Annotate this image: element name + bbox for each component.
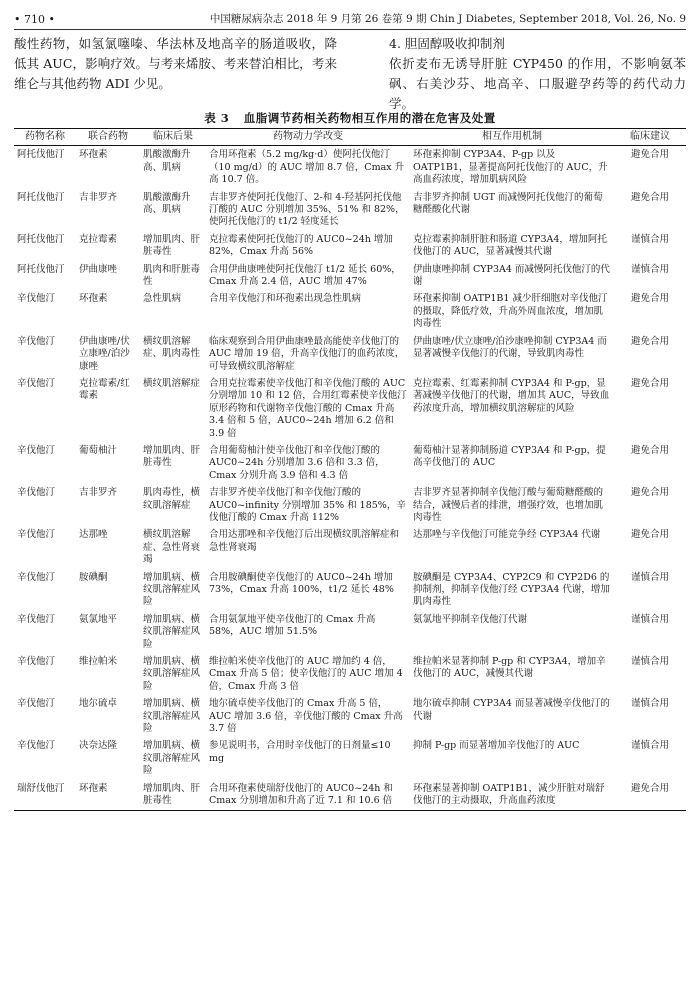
drug-name-cell: 阿托伐他汀 bbox=[17, 149, 65, 161]
table-row bbox=[14, 484, 686, 526]
recommendation-cell: 谨慎合用 bbox=[630, 233, 669, 245]
combined-drug-cell: 决奈达隆 bbox=[79, 740, 118, 752]
mechanism-cell: 环孢素抑制 CYP3A4、P-gp 以及 OATP1B1，显著提高阿托伐他汀的 AUC，升高血药浓度，增加肌病风险 bbox=[413, 149, 608, 186]
mechanism-cell: 克拉霉素、红霉素抑制 CYP3A4 和 P-gp，显著减慢辛伐他汀的代谢，增加其 AUC，导致血药浓度升高，增加横纹肌溶解症的风险 bbox=[413, 377, 610, 414]
table-title: 血脂调节药相关药物相互作用的潜在危害及处置 bbox=[243, 111, 496, 125]
table-row bbox=[14, 695, 686, 737]
running-header bbox=[14, 4, 686, 30]
drug-name-cell: 阿托伐他汀 bbox=[17, 233, 65, 245]
table-body bbox=[14, 146, 686, 810]
journal-citation: 中国糖尿病杂志 2018 年 9 月第 26 卷第 9 期 Chin J Diabetes, September 2018, Vol. 26, No. 9 bbox=[209, 13, 686, 25]
drug-name-cell: 辛伐他汀 bbox=[17, 613, 56, 625]
clinical-consequence-cell: 增加肌肉、肝脏毒性 bbox=[143, 782, 201, 807]
combined-drug-cell: 达那唑 bbox=[79, 529, 108, 541]
recommendation-cell: 避免合用 bbox=[630, 149, 669, 161]
drug-name-cell: 辛伐他汀 bbox=[17, 487, 56, 499]
interaction-table bbox=[14, 128, 686, 811]
table-row bbox=[14, 737, 686, 779]
combined-drug-cell: 伊曲康唑/伏立康唑/泊沙康唑 bbox=[79, 335, 130, 372]
recommendation-cell: 避免合用 bbox=[630, 377, 669, 389]
pharmacokinetics-cell: 合用葡萄柚汁使辛伐他汀和辛伐他汀酸的 AUC0~24h 分别增加 3.6 倍和 3.3 倍，Cmax 分别升高 3.9 倍和 4.3 倍 bbox=[209, 444, 385, 481]
combined-drug-cell: 胺碘酮 bbox=[79, 571, 108, 583]
drug-name-cell: 瑞舒伐他汀 bbox=[17, 782, 65, 794]
table-row bbox=[14, 231, 686, 261]
clinical-consequence-cell: 增加肌肉、肝脏毒性 bbox=[143, 233, 201, 258]
clinical-consequence-cell: 横纹肌溶解症、肌肉毒性 bbox=[143, 335, 201, 360]
recommendation-cell: 避免合用 bbox=[630, 335, 669, 347]
table-caption bbox=[0, 110, 700, 126]
intro-left-column bbox=[14, 34, 337, 100]
section-heading: 4. 胆固醇吸收抑制剂 bbox=[389, 36, 505, 51]
combined-drug-cell: 葡萄柚汁 bbox=[79, 444, 118, 456]
recommendation-cell: 谨慎合用 bbox=[630, 740, 669, 752]
table-row bbox=[14, 611, 686, 653]
drug-name-cell: 辛伐他汀 bbox=[17, 740, 56, 752]
pharmacokinetics-cell: 合用环孢素使瑞舒伐他汀的 AUC0~24h 和 Cmax 分别增加和升高了近 7.1 和 10.6 倍 bbox=[209, 782, 393, 807]
mechanism-cell: 环孢素抑制 OATP1B1 减少肝细胞对辛伐他汀的摄取，降低疗效，升高外周血浓度，增加肌肉毒性 bbox=[413, 293, 608, 330]
combined-drug-cell: 氨氯地平 bbox=[79, 613, 118, 625]
recommendation-cell: 谨慎合用 bbox=[630, 656, 669, 668]
table-row bbox=[14, 333, 686, 375]
mechanism-cell: 伊曲康唑抑制 CYP3A4 而减慢阿托伐他汀的代谢 bbox=[413, 263, 610, 288]
pharmacokinetics-cell: 合用辛伐他汀和环孢素出现急性肌病 bbox=[209, 293, 362, 305]
mechanism-cell: 克拉霉素抑制肝脏和肠道 CYP3A4，增加阿托伐他汀的 AUC，显著减慢其代谢 bbox=[413, 233, 607, 258]
table-row bbox=[14, 290, 686, 332]
clinical-consequence-cell: 肌肉和肝脏毒性 bbox=[143, 263, 201, 288]
clinical-consequence-cell: 增加肌病、横纹肌溶解症风险 bbox=[143, 656, 201, 692]
recommendation-cell: 避免合用 bbox=[630, 529, 669, 541]
pharmacokinetics-cell: 地尔硫卓使辛伐他汀的 Cmax 升高 5 倍，AUC 增加 3.6 倍，辛伐他汀酸的 Cmax 升高 3.7 倍 bbox=[209, 698, 403, 735]
combined-drug-cell: 环孢素 bbox=[79, 293, 108, 305]
intro-right-column bbox=[363, 34, 686, 111]
clinical-consequence-cell: 急性肌病 bbox=[143, 293, 182, 305]
combined-drug-cell: 地尔硫卓 bbox=[79, 698, 118, 710]
column-header: 临床建议 bbox=[614, 129, 686, 146]
table-label: 表 3 bbox=[204, 111, 230, 125]
clinical-consequence-cell: 肌酸激酶升高、肌病 bbox=[143, 149, 191, 173]
mechanism-cell: 地尔硫卓抑制 CYP3A4 而显著减慢辛伐他汀的代谢 bbox=[413, 698, 610, 722]
drug-name-cell: 辛伐他汀 bbox=[17, 571, 56, 583]
clinical-consequence-cell: 增加肌肉、肝脏毒性 bbox=[143, 444, 201, 469]
mechanism-cell: 葡萄柚汁显著抑制肠道 CYP3A4 和 P-gp，提高辛伐他汀的 AUC bbox=[413, 444, 606, 469]
pharmacokinetics-cell: 合用氨氯地平使辛伐他汀的 Cmax 升高 58%，AUC 增加 51.5% bbox=[209, 613, 376, 638]
intro-text bbox=[14, 34, 686, 111]
drug-name-cell: 辛伐他汀 bbox=[17, 293, 56, 305]
drug-name-cell: 阿托伐他汀 bbox=[17, 263, 65, 275]
recommendation-cell: 避免合用 bbox=[630, 191, 669, 203]
column-header: 药物动力学改变 bbox=[206, 129, 410, 146]
pharmacokinetics-cell: 临床观察到合用伊曲康唑最高能使辛伐他汀的 AUC 增加 19 倍，升高辛伐他汀的血药浓度，可导致横纹肌溶解症 bbox=[209, 335, 405, 372]
pharmacokinetics-cell: 吉非罗齐使辛伐他汀和辛伐他汀酸的 AUC0~infinity 分别增加 35% 和 185%，辛伐他汀酸的 Cmax 升高 112% bbox=[209, 487, 406, 523]
combined-drug-cell: 环孢素 bbox=[79, 149, 108, 161]
drug-name-cell: 辛伐他汀 bbox=[17, 529, 56, 541]
pharmacokinetics-cell: 合用伊曲康唑使阿托伐他汀 t1/2 延长 60%，Cmax 升高 2.4 倍，AUC 增加 47% bbox=[209, 263, 401, 288]
table-header-row bbox=[14, 129, 686, 146]
mechanism-cell: 抑制 P-gp 而显著增加辛伐他汀的 AUC bbox=[413, 740, 580, 752]
table-row bbox=[14, 780, 686, 810]
mechanism-cell: 环孢素显著抑制 OATP1B1，减少肝脏对瑞舒伐他汀的主动摄取，升高血药浓度 bbox=[413, 782, 605, 807]
pharmacokinetics-cell: 克拉霉素使阿托伐他汀的 AUC0~24h 增加 82%，Cmax 升高 56% bbox=[209, 233, 393, 258]
pharmacokinetics-cell: 合用克拉霉素使辛伐他汀和辛伐他汀酸的 AUC 分别增加 10 和 12 倍，合用红霉素使辛伐他汀原形药物和代谢物辛伐他汀酸的 Cmax 升高 3.4 倍和 5 倍，AUC0~24h 增加 6.2 倍和 3.9 倍 bbox=[209, 377, 407, 439]
combined-drug-cell: 克拉霉素/红霉素 bbox=[79, 377, 130, 402]
column-header: 联合药物 bbox=[76, 129, 140, 146]
recommendation-cell: 谨慎合用 bbox=[630, 571, 669, 583]
recommendation-cell: 避免合用 bbox=[630, 293, 669, 305]
intro-left-paragraph: 酸性药物，如氢氯噻嗪、华法林及地高辛的肠道吸收，降低其 AUC，影响疗效。与考来烯胺、考来替泊相比，考来维仑与其他药物 ADI 少见。 bbox=[14, 36, 337, 91]
mechanism-cell: 达那唑与辛伐他汀可能竞争经 CYP3A4 代谢 bbox=[413, 529, 601, 541]
clinical-consequence-cell: 增加肌病、横纹肌溶解症风险 bbox=[143, 571, 201, 608]
pharmacokinetics-cell: 维拉帕米使辛伐他汀的 AUC 增加约 4 倍，Cmax 升高 5 倍；使辛伐他汀的 AUC 增加 4 倍，Cmax 升高 3 倍 bbox=[209, 656, 403, 692]
recommendation-cell: 避免合用 bbox=[630, 487, 669, 499]
table-row bbox=[14, 146, 686, 189]
intro-right-paragraph: 依折麦布无诱导肝脏 CYP450 的作用，不影响氨苯砜、右美沙芬、地高辛、口服避孕药等的药代动力学。 bbox=[389, 56, 686, 111]
column-header: 相互作用机制 bbox=[410, 129, 614, 146]
clinical-consequence-cell: 横纹肌溶解症、急性肾衰竭 bbox=[143, 529, 201, 566]
mechanism-cell: 氨氯地平抑制辛伐他汀代谢 bbox=[413, 613, 528, 625]
table-row bbox=[14, 569, 686, 611]
mechanism-cell: 胺碘酮是 CYP3A4、CYP2C9 和 CYP2D6 的抑制剂，抑制辛伐他汀经 CYP3A4 代谢，增加肌肉毒性 bbox=[413, 571, 610, 608]
pharmacokinetics-cell: 合用胺碘酮使辛伐他汀的 AUC0~24h 增加 73%，Cmax 升高 100%，t1/2 延长 48% bbox=[209, 571, 394, 595]
clinical-consequence-cell: 增加肌病、横纹肌溶解症风险 bbox=[143, 613, 201, 650]
column-header: 临床后果 bbox=[140, 129, 206, 146]
pharmacokinetics-cell: 吉非罗齐使阿托伐他汀、2-和 4-羟基阿托伐他汀酸的 AUC 分别增加 35%、51% 和 82%，使阿托伐他汀的 t1/2 轻度延长 bbox=[209, 191, 405, 228]
clinical-consequence-cell: 增加肌病、横纹肌溶解症风险 bbox=[143, 740, 201, 777]
table-row bbox=[14, 442, 686, 484]
recommendation-cell: 谨慎合用 bbox=[630, 698, 669, 710]
recommendation-cell: 谨慎合用 bbox=[630, 613, 669, 625]
combined-drug-cell: 吉非罗齐 bbox=[79, 487, 118, 499]
mechanism-cell: 维拉帕米显著抑制 P-gp 和 CYP3A4，增加辛伐他汀的 AUC，减慢其代谢 bbox=[413, 656, 606, 680]
table-row bbox=[14, 526, 686, 568]
pharmacokinetics-cell: 合用达那唑和辛伐他汀后出现横纹肌溶解症和急性肾衰竭 bbox=[209, 529, 400, 553]
combined-drug-cell: 环孢素 bbox=[79, 782, 108, 794]
drug-name-cell: 辛伐他汀 bbox=[17, 444, 56, 456]
combined-drug-cell: 维拉帕米 bbox=[79, 656, 118, 668]
mechanism-cell: 伊曲康唑/伏立康唑/泊沙康唑抑制 CYP3A4 而显著减慢辛伐他汀的代谢，导致肌肉毒性 bbox=[413, 335, 607, 360]
clinical-consequence-cell: 肌肉毒性，横纹肌溶解症 bbox=[143, 487, 201, 511]
table-row bbox=[14, 261, 686, 291]
drug-name-cell: 阿托伐他汀 bbox=[17, 191, 65, 203]
combined-drug-cell: 伊曲康唑 bbox=[79, 263, 118, 275]
drug-name-cell: 辛伐他汀 bbox=[17, 698, 56, 710]
recommendation-cell: 谨慎合用 bbox=[630, 263, 669, 275]
clinical-consequence-cell: 增加肌病、横纹肌溶解症风险 bbox=[143, 698, 201, 735]
page-number: • 710 • bbox=[14, 13, 55, 26]
combined-drug-cell: 克拉霉素 bbox=[79, 233, 118, 245]
mechanism-cell: 吉非罗齐显著抑制辛伐他汀酸与葡萄糖醛酸的结合，减慢后者的排泄，增强疗效，也增加肌肉毒性 bbox=[413, 487, 604, 523]
mechanism-cell: 吉非罗齐抑制 UGT 而减慢阿托伐他汀的葡萄糖醛酸化代谢 bbox=[413, 191, 603, 216]
clinical-consequence-cell: 肌酸激酶升高、肌病 bbox=[143, 191, 191, 216]
drug-name-cell: 辛伐他汀 bbox=[17, 335, 56, 347]
clinical-consequence-cell: 横纹肌溶解症 bbox=[143, 377, 201, 389]
pharmacokinetics-cell: 合用环孢素（5.2 mg/kg·d）使阿托伐他汀（10 mg/d）的 AUC 增加 8.7 倍，Cmax 升高 10.7 倍。 bbox=[209, 149, 405, 186]
drug-name-cell: 辛伐他汀 bbox=[17, 656, 56, 668]
recommendation-cell: 避免合用 bbox=[630, 782, 669, 794]
table-row bbox=[14, 653, 686, 695]
column-header: 药物名称 bbox=[14, 129, 76, 146]
combined-drug-cell: 吉非罗齐 bbox=[79, 191, 118, 203]
pharmacokinetics-cell: 参见说明书，合用时辛伐他汀的日剂量≤10 mg bbox=[209, 740, 391, 764]
drug-name-cell: 辛伐他汀 bbox=[17, 377, 56, 389]
table-row bbox=[14, 375, 686, 442]
recommendation-cell: 避免合用 bbox=[630, 444, 669, 456]
table-row bbox=[14, 189, 686, 231]
